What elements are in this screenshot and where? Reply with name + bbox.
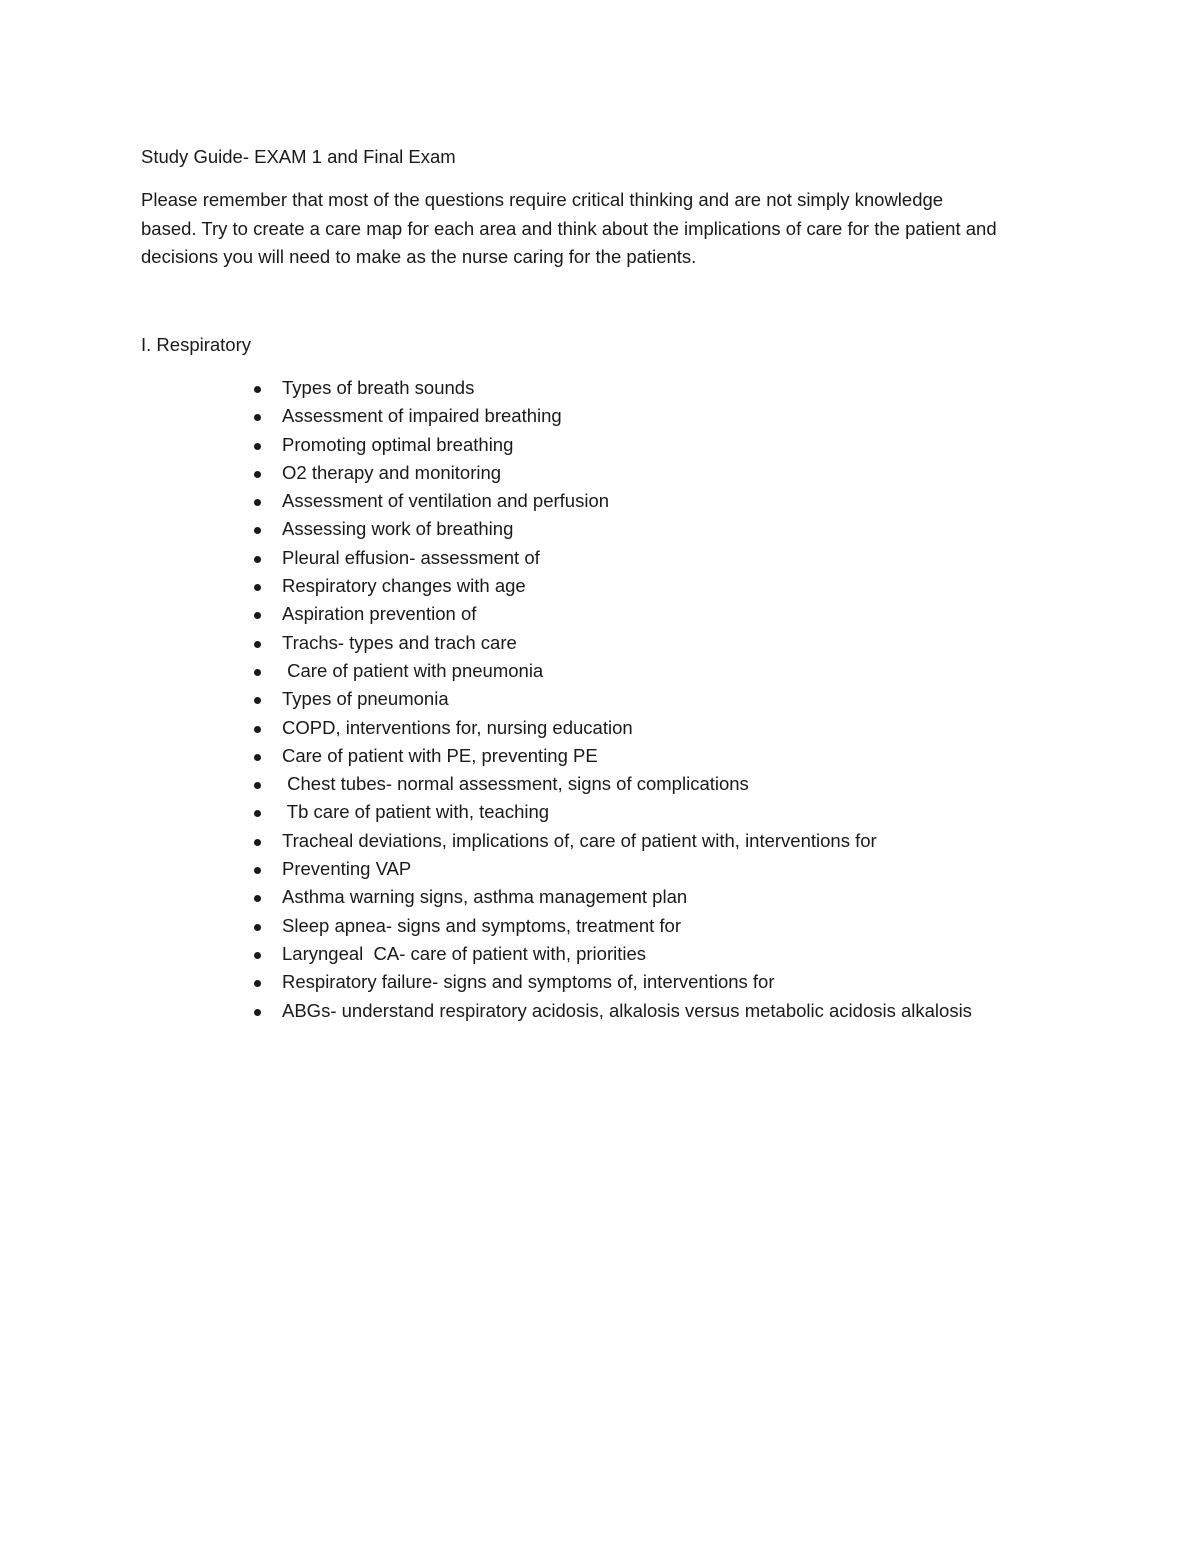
- bullet-icon: [254, 612, 261, 619]
- bullet-icon: [254, 980, 261, 987]
- bullet-icon: [254, 924, 261, 931]
- bullet-icon: [254, 782, 261, 789]
- list-item-text: Assessing work of breathing: [282, 518, 514, 540]
- list-item-text: Promoting optimal breathing: [282, 433, 514, 455]
- list-item-text: Sleep apnea- signs and symptoms, treatment for: [282, 914, 681, 936]
- list-item-text: ABGs- understand respiratory acidosis, alkalosis versus metabolic acidosis alkalosis: [282, 999, 972, 1021]
- bullet-icon: [254, 584, 261, 591]
- bullet-icon: [254, 443, 261, 450]
- bullet-icon: [254, 556, 261, 563]
- list-item-text: Asthma warning signs, asthma management plan: [282, 886, 688, 908]
- bullet-icon: [254, 499, 261, 506]
- intro-line: Please remember that most of the questions require critical thinking and are not simply knowledge: [141, 189, 944, 210]
- list-item-text: Care of patient with PE, preventing PE: [282, 744, 598, 766]
- bullet-icon: [254, 471, 261, 478]
- section-heading-respiratory: I. Respiratory: [141, 334, 252, 355]
- bullet-icon: [254, 810, 261, 817]
- bullet-icon: [254, 839, 261, 846]
- bullet-icon: [254, 697, 261, 704]
- list-item-text: O2 therapy and monitoring: [282, 461, 502, 483]
- list-item-text: Types of pneumonia: [282, 688, 449, 710]
- list-item-text: Aspiration prevention of: [282, 603, 477, 625]
- list-item-text: Trachs- types and trach care: [282, 631, 517, 653]
- list-item-text: Chest tubes- normal assessment, signs of complications: [282, 773, 749, 795]
- bullet-icon: [254, 669, 261, 676]
- list-item-text: Tracheal deviations, implications of, care of patient with, interventions for: [282, 829, 877, 851]
- bullet-icon: [254, 386, 261, 393]
- bullet-icon: [254, 1009, 261, 1016]
- intro-line: based. Try to create a care map for each area and think about the implications of care for the patient and: [141, 217, 997, 239]
- document-title: Study Guide- EXAM 1 and Final Exam: [141, 146, 456, 167]
- bullet-icon: [254, 952, 261, 959]
- list-item-text: Respiratory changes with age: [282, 575, 526, 597]
- bullet-icon: [254, 641, 261, 648]
- list-item-text: Tb care of patient with, teaching: [282, 801, 550, 823]
- list-item-text: Assessment of impaired breathing: [282, 405, 562, 427]
- intro-line: decisions you will need to make as the nurse caring for the patients.: [141, 246, 697, 267]
- bullet-icon: [254, 895, 261, 902]
- list-item-text: Preventing VAP: [282, 858, 412, 880]
- bullet-icon: [254, 527, 261, 534]
- list-item-text: COPD, interventions for, nursing education: [282, 716, 633, 738]
- bullet-icon: [254, 867, 261, 874]
- list-item-text: Types of breath sounds: [282, 377, 475, 398]
- bullet-icon: [254, 754, 261, 761]
- list-item-text: Laryngeal CA- care of patient with, priorities: [282, 942, 647, 964]
- intro-paragraph: [141, 186, 1071, 272]
- bullet-icon: [254, 726, 261, 733]
- list-item-text: Assessment of ventilation and perfusion: [282, 490, 610, 512]
- list-item-text: Pleural effusion- assessment of: [282, 546, 540, 568]
- list-item-text: Care of patient with pneumonia: [282, 659, 544, 681]
- list-item-text: Respiratory failure- signs and symptoms of, interventions for: [282, 971, 775, 993]
- bullet-icon: [254, 414, 261, 421]
